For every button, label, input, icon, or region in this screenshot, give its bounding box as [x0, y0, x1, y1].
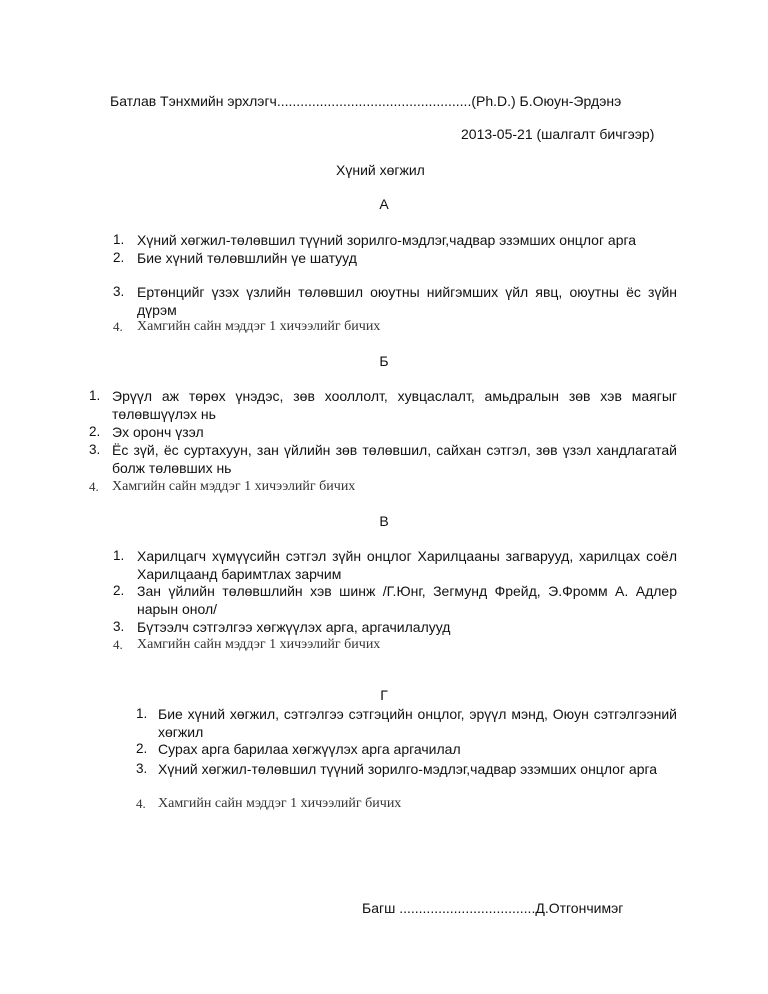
approval-line: Батлав Тэнхмийн эрхлэгч..................................................(Ph.D.) Б.Оюун-Эрдэнэ: [110, 93, 622, 109]
list-item-number: 4.: [113, 319, 123, 334]
list-item: Хамгийн сайн мэддэг 1 хичээлийг бичих: [137, 319, 381, 334]
section-a-heading: А: [379, 196, 389, 212]
list-item: Эх оронч үзэл: [112, 424, 204, 440]
list-item: Бие хүний хөгжил, сэтгэлгээ сэтгэцийн онцлог, эрүүл мэнд, Оюун сэтгэлгээний хөгжил: [158, 706, 677, 740]
list-item-number: 1.: [113, 232, 125, 247]
list-item-number: 4.: [113, 637, 123, 652]
list-item-number: 3.: [136, 761, 148, 776]
section-v-heading: В: [379, 513, 389, 529]
list-item-number: 3.: [113, 284, 125, 299]
list-item: Харилцагч хүмүүсийн сэтгэл зүйн онцлог Харилцааны загварууд, харилцах соёл Харилцаанд баримтлах зарчим: [137, 548, 677, 582]
list-item: Хамгийн сайн мэддэг 1 хичээлийг бичих: [158, 796, 402, 811]
list-item: Хүний хөгжил-төлөвшил түүний зорилго-мэдлэг,чадвар эзэмших онцлог арга: [137, 232, 637, 248]
document-title: Хүний хөгжил: [336, 162, 425, 178]
section-g-heading: Г: [380, 687, 388, 703]
list-item-number: 1.: [113, 548, 125, 563]
list-item: Эрүүл аж төрөх үнэдэс, зөв хооллолт, хувцаслалт, амьдралын зөв хэв маягыг төлөвшүүлэх нь: [112, 388, 677, 422]
list-item: Бүтээлч сэтгэлгээ хөгжүүлэх арга, аргачилалууд: [137, 619, 451, 635]
list-item-number: 2.: [136, 741, 148, 756]
section-b-heading: Б: [379, 353, 389, 369]
list-item: Зан үйлийн төлөвшлийн хэв шинж /Г.Юнг, Зегмунд Фрейд, Э.Фромм А. Адлер нарын онол/: [137, 583, 677, 617]
list-item-number: 4.: [89, 479, 99, 494]
list-item-number: 2.: [89, 424, 101, 439]
list-item-number: 1.: [136, 706, 148, 721]
list-item: Бие хүний төлөвшлийн үе шатууд: [137, 250, 357, 266]
list-item-number: 2.: [113, 583, 125, 598]
list-item: Хүний хөгжил-төлөвшил түүний зорилго-мэдлэг,чадвар эзэмших онцлог арга: [158, 761, 658, 777]
list-item-number: 1.: [89, 388, 101, 403]
list-item-number: 2.: [113, 250, 125, 265]
list-item: Ёс зүй, ёс суртахуун, зан үйлийн зөв төлөвшил, сайхан сэтгэл, зөв үзэл хандлагатай болж төлөвших нь: [112, 442, 677, 476]
list-item-number: 3.: [113, 619, 125, 634]
list-item: Хамгийн сайн мэддэг 1 хичээлийг бичих: [137, 637, 381, 652]
list-item: Сурах арга барилаа хөгжүүлэх арга аргачилал: [158, 741, 461, 757]
list-item: Хамгийн сайн мэддэг 1 хичээлийг бичих: [112, 479, 356, 494]
list-item-number: 4.: [136, 796, 146, 811]
list-item-number: 3.: [89, 442, 101, 457]
date-line: 2013-05-21 (шалгалт бичгээр): [461, 126, 655, 142]
list-item: Ертөнцийг үзэх үзлийн төлөвшил оюутны нийгэмших үйл явц, оюутны ёс зүйн дүрэм: [137, 284, 677, 318]
teacher-signature-line: Багш ...................................Д.Отгончимэг: [362, 900, 624, 916]
